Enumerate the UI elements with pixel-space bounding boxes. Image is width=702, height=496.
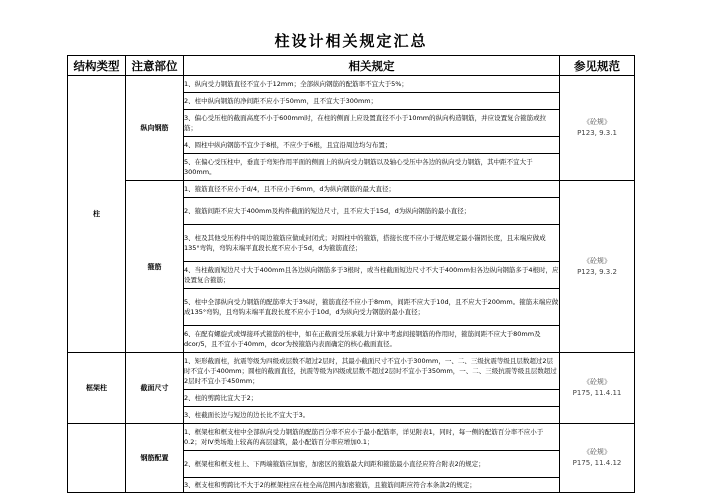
focus-part-cell: 纵向钢筋 <box>126 76 184 181</box>
regulation-cell: 4、圆柱中纵向钢筋不宜少于8根，不应少于6根，且宜沿周边均匀布置； <box>184 137 560 154</box>
regulation-cell: 5、在偏心受压柱中，垂直于弯矩作用平面的侧面上的纵向受力钢筋以及轴心受压中各边的纵向受力钢筋，其中距不宜大于300mm。 <box>184 154 560 181</box>
regulation-cell: 3、框支柱和剪跨比不大于2的框架柱应在柱全高范围内加密箍筋，且箍筋间距应符合本条款2的规定； <box>184 478 560 493</box>
header-structure-type: 结构类型 <box>68 56 126 76</box>
regulation-cell: 1、框架柱和框支柱中全部纵向受力钢筋的配筋百分率不应小于最小配筋率，详见附表1，同时，每一侧的配筋百分率不应小于0.2；对IV类场地上较高的高层建筑，最小配筋百分率应增加0.1； <box>184 424 560 451</box>
regulation-cell: 2、箍筋间距不应大于400mm及构件截面的短边尺寸，且不应大于15d，d为纵向钢筋的最小直径； <box>184 198 560 225</box>
header-regulation: 相关规定 <box>184 56 560 76</box>
regulation-table <box>67 55 635 493</box>
table-row <box>68 353 635 390</box>
regulation-cell: 4、当柱截面短边尺寸大于400mm且各边纵向钢筋多于3根时，或当柱截面短边尺寸不大于400mm但各边纵向钢筋多于4根时，应设置复合箍筋； <box>184 262 560 289</box>
regulation-cell: 2、柱的剪跨比宜大于2； <box>184 390 560 407</box>
header-focus-part: 注意部位 <box>126 56 184 76</box>
regulation-cell: 3、柱截面长边与短边的边长比不宜大于3。 <box>184 407 560 424</box>
regulation-cell: 5、柱中全部纵向受力钢筋的配筋率大于3%时，箍筋直径不应小于8mm，间距不应大于10d，且不应大于200mm。箍筋末端应做成135°弯钩，且弯钩末端平直段长度不应小于10d，d为纵向受力钢筋的最小直径； <box>184 289 560 326</box>
focus-part-cell: 截面尺寸 <box>126 353 184 424</box>
table-row <box>68 76 635 93</box>
reference-clause: P123, 9.3.1 <box>577 129 617 137</box>
reference-code: 《砼规》 <box>583 118 611 126</box>
regulation-cell: 1、矩形截面柱，抗震等级为四级或层数不超过2层时，其最小截面尺寸不宜小于300mm，一、二、三级抗震等级且层数超过2层时不宜小于400mm；圆柱的截面直径，抗震等级为四级或层数不超过2层时不宜小于350mm，一、二、三级抗震等级且层数超过2层时不宜小于450mm； <box>184 353 560 390</box>
header-reference: 参见规范 <box>560 56 635 76</box>
reference-cell <box>560 424 635 493</box>
reference-cell <box>560 76 635 181</box>
regulation-cell: 1、箍筋直径不应小于d/4，且不应小于6mm，d为纵向钢筋的最大直径； <box>184 181 560 198</box>
table-header-row <box>68 56 635 76</box>
focus-part-cell: 箍筋 <box>126 181 184 353</box>
reference-code: 《砼规》 <box>583 256 611 265</box>
reference-code: 《砼规》 <box>583 378 611 386</box>
table-row <box>68 181 635 198</box>
focus-part-cell: 钢筋配置 <box>126 424 184 493</box>
reference-cell <box>560 353 635 424</box>
page-title: 柱设计相关规定汇总 <box>274 32 428 50</box>
reference-cell <box>560 181 635 353</box>
structure-type-cell <box>68 424 126 493</box>
regulation-cell: 2、框架柱和框支柱上、下两端箍筋应加密，加密区的箍筋最大间距和箍筋最小直径应符合附表2的规定； <box>184 451 560 478</box>
reference-clause: P175, 11.4.12 <box>572 459 622 467</box>
regulation-cell: 3、柱及其他受压构件中的周边箍筋应做成封闭式；对圆柱中的箍筋，搭接长度不应小于规范规定最小锚固长度，且末端应做成135°弯钩，弯钩末端平直段长度不应小于5d，d为箍筋直径； <box>184 225 560 262</box>
regulation-cell: 6、在配有螺旋式或焊接环式箍筋的柱中，如在正截面受压承载力计算中考虑间接钢筋的作用时，箍筋间距不应大于80mm及dcor/5，且不宜小于40mm，dcor为按箍筋内表面确定的核心截面直径。 <box>184 326 560 353</box>
regulation-cell: 1、纵向受力钢筋直径不宜小于12mm；全部纵向钢筋的配筋率不宜大于5%； <box>184 76 560 93</box>
reference-clause: P123, 9.3.2 <box>577 267 617 276</box>
reference-clause: P175, 11.4.11 <box>572 389 622 397</box>
regulation-cell: 2、柱中纵向钢筋的净间距不应小于50mm，且不宜大于300mm； <box>184 93 560 110</box>
regulation-cell: 3、偏心受压柱的截面高度不小于600mm时，在柱的侧面上应设置直径不小于10mm的纵向构造钢筋，并应设置复合箍筋或拉筋； <box>184 110 560 137</box>
structure-type-cell: 柱 <box>68 76 126 353</box>
reference-code: 《砼规》 <box>583 448 611 456</box>
table-row <box>68 424 635 451</box>
structure-type-cell: 框架柱 <box>68 353 126 424</box>
